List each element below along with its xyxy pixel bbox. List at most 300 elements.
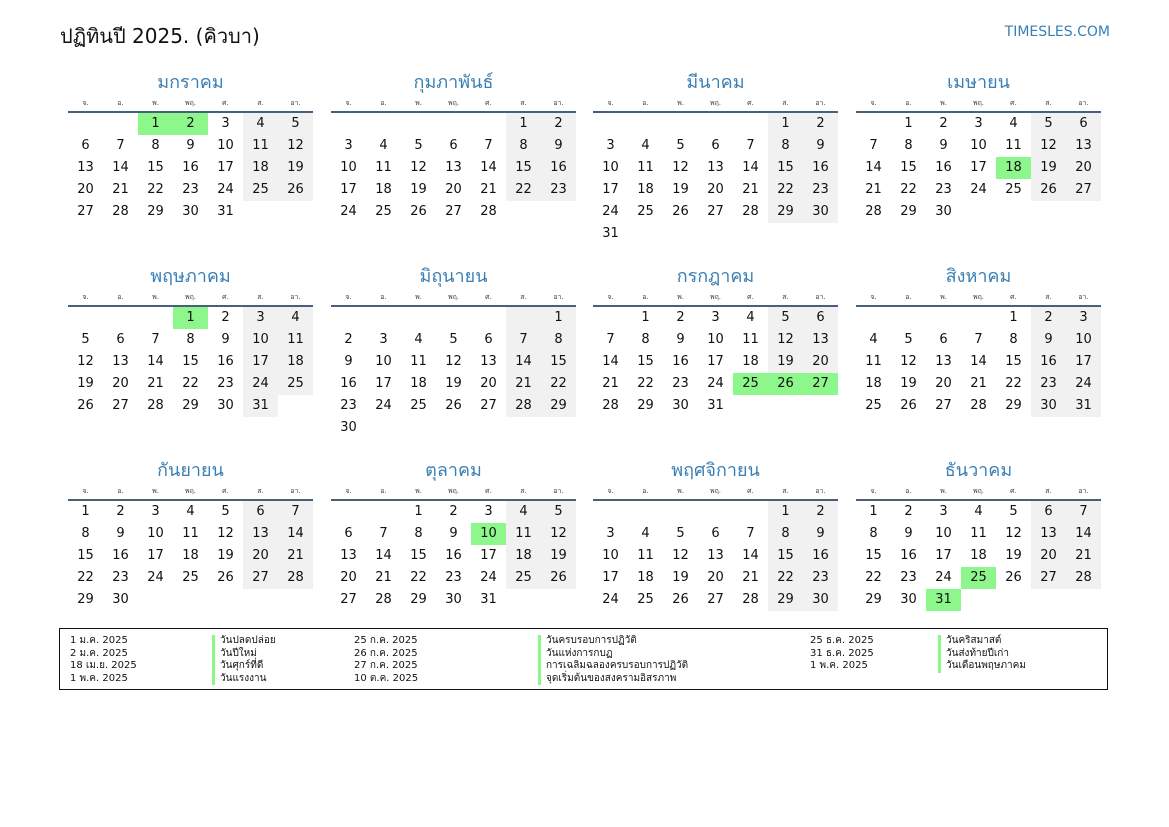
empty-cell xyxy=(803,223,838,245)
weekday-label: อา. xyxy=(290,99,301,107)
day-cell: 9 xyxy=(541,135,576,157)
day-cell: 21 xyxy=(1066,545,1101,567)
weekday-label: อ. xyxy=(905,487,912,495)
day-cell: 14 xyxy=(865,160,882,175)
day-cell: 27 xyxy=(1031,567,1066,589)
weekday-label: ศ. xyxy=(222,99,229,107)
day-cell: 13 xyxy=(445,160,462,175)
day-grid xyxy=(68,113,313,223)
day-cell: 12 xyxy=(541,523,576,545)
empty-cell xyxy=(1066,589,1101,611)
day-cell: 23 xyxy=(803,567,838,589)
day-cell: 1 xyxy=(506,113,541,135)
day-cell: 15 xyxy=(637,354,654,369)
day-cell: 20 xyxy=(935,376,952,391)
weekday-label: จ. xyxy=(607,99,614,107)
day-cell: 29 xyxy=(410,592,427,607)
legend-dates-1 xyxy=(70,635,137,685)
empty-cell xyxy=(366,113,401,135)
day-cell: 8 xyxy=(1009,332,1018,347)
day-cell: 1 xyxy=(414,504,423,519)
day-cell: 25 xyxy=(278,373,313,395)
day-cell: 23 xyxy=(672,376,689,391)
weekday-label: พฤ. xyxy=(447,293,460,301)
empty-cell xyxy=(436,113,471,135)
day-cell: 17 xyxy=(217,160,234,175)
day-cell: 3 xyxy=(344,138,353,153)
day-cell: 22 xyxy=(768,179,803,201)
day-cell: 7 xyxy=(746,138,755,153)
day-cell: 20 xyxy=(340,570,357,585)
empty-cell xyxy=(698,501,733,523)
day-cell: 19 xyxy=(278,157,313,179)
day-cell: 29 xyxy=(865,592,882,607)
day-cell: 6 xyxy=(116,332,125,347)
day-cell: 10 xyxy=(471,523,506,545)
day-cell: 11 xyxy=(410,354,427,369)
weekday-label: พ. xyxy=(152,487,159,495)
day-cell: 5 xyxy=(278,113,313,135)
empty-cell xyxy=(733,113,768,135)
month-block xyxy=(331,264,576,439)
weekday-label: ส. xyxy=(782,487,789,495)
day-cell: 14 xyxy=(1066,523,1101,545)
weekday-label: พฤ. xyxy=(447,99,460,107)
day-cell: 17 xyxy=(147,548,164,563)
weekday-label: ส. xyxy=(782,99,789,107)
weekday-header xyxy=(856,96,1101,110)
day-cell: 21 xyxy=(480,182,497,197)
day-cell: 16 xyxy=(541,157,576,179)
day-cell: 21 xyxy=(602,376,619,391)
legend-date: 27 ก.ค. 2025 xyxy=(354,660,418,671)
day-cell: 10 xyxy=(375,354,392,369)
empty-cell xyxy=(733,501,768,523)
day-cell: 26 xyxy=(278,179,313,201)
day-cell: 19 xyxy=(672,182,689,197)
weekday-header xyxy=(593,484,838,498)
weekday-header xyxy=(593,290,838,304)
day-cell: 15 xyxy=(900,160,917,175)
empty-cell xyxy=(138,307,173,329)
day-cell: 7 xyxy=(974,332,983,347)
day-cell: 15 xyxy=(865,548,882,563)
empty-cell xyxy=(68,113,103,135)
day-cell: 27 xyxy=(707,592,724,607)
weekday-label: ศ. xyxy=(485,99,492,107)
day-cell: 6 xyxy=(449,138,458,153)
day-cell: 27 xyxy=(935,398,952,413)
day-cell: 10 xyxy=(707,332,724,347)
day-cell: 9 xyxy=(803,523,838,545)
weekday-label: อา. xyxy=(815,487,826,495)
day-cell: 2 xyxy=(939,116,948,131)
empty-cell xyxy=(471,113,506,135)
empty-cell xyxy=(103,113,138,135)
day-cell: 27 xyxy=(480,398,497,413)
day-cell: 9 xyxy=(676,332,685,347)
day-cell: 8 xyxy=(904,138,913,153)
day-cell: 5 xyxy=(541,501,576,523)
empty-cell xyxy=(401,417,436,439)
day-cell: 23 xyxy=(803,179,838,201)
day-grid xyxy=(331,113,576,223)
empty-cell xyxy=(593,501,628,523)
day-cell: 5 xyxy=(221,504,230,519)
day-cell: 14 xyxy=(506,351,541,373)
day-cell: 27 xyxy=(77,204,94,219)
weekday-label: อา. xyxy=(553,293,564,301)
day-cell: 15 xyxy=(768,157,803,179)
day-cell: 11 xyxy=(742,332,759,347)
month-name: มิถุนายน xyxy=(419,266,488,287)
month-block xyxy=(331,70,576,223)
weekday-label: ศ. xyxy=(485,293,492,301)
day-cell: 23 xyxy=(900,570,917,585)
day-cell: 21 xyxy=(865,182,882,197)
day-cell: 8 xyxy=(506,135,541,157)
day-cell: 18 xyxy=(742,354,759,369)
weekday-label: พฤ. xyxy=(447,487,460,495)
day-cell: 9 xyxy=(939,138,948,153)
empty-cell xyxy=(768,395,803,417)
day-cell: 14 xyxy=(742,548,759,563)
day-cell: 5 xyxy=(414,138,423,153)
day-cell: 26 xyxy=(410,204,427,219)
empty-cell xyxy=(803,395,838,417)
day-cell: 8 xyxy=(768,135,803,157)
day-cell: 18 xyxy=(182,548,199,563)
day-cell: 16 xyxy=(445,548,462,563)
legend-holiday-name: วันครบรอบการปฏิวัติ xyxy=(538,635,688,648)
empty-cell xyxy=(961,201,996,223)
day-cell: 3 xyxy=(1066,307,1101,329)
weekday-label: อ. xyxy=(380,293,387,301)
day-cell: 23 xyxy=(217,376,234,391)
day-cell: 2 xyxy=(221,310,230,325)
day-cell: 13 xyxy=(803,329,838,351)
day-cell: 26 xyxy=(672,592,689,607)
day-cell: 7 xyxy=(379,526,388,541)
day-cell: 2 xyxy=(449,504,458,519)
day-cell: 3 xyxy=(151,504,160,519)
day-cell: 3 xyxy=(484,504,493,519)
day-cell: 22 xyxy=(182,376,199,391)
day-cell: 18 xyxy=(970,548,987,563)
empty-cell xyxy=(243,589,278,611)
day-cell: 30 xyxy=(445,592,462,607)
weekday-label: ศ. xyxy=(747,99,754,107)
day-cell: 8 xyxy=(186,332,195,347)
day-cell: 26 xyxy=(77,398,94,413)
month-name: ธันวาคม xyxy=(944,460,1013,481)
month-name: กันยายน xyxy=(157,460,224,481)
empty-cell xyxy=(103,307,138,329)
day-cell: 12 xyxy=(1031,135,1066,157)
day-cell: 10 xyxy=(602,548,619,563)
day-cell: 8 xyxy=(768,523,803,545)
day-cell: 23 xyxy=(445,570,462,585)
weekday-label: ศ. xyxy=(222,487,229,495)
day-cell: 18 xyxy=(243,157,278,179)
day-cell: 24 xyxy=(935,570,952,585)
month-name: พฤษภาคม xyxy=(150,266,231,287)
empty-cell xyxy=(436,307,471,329)
day-cell: 2 xyxy=(904,504,913,519)
day-cell: 14 xyxy=(112,160,129,175)
day-cell: 16 xyxy=(340,376,357,391)
day-cell: 12 xyxy=(672,160,689,175)
day-cell: 2 xyxy=(803,501,838,523)
day-cell: 8 xyxy=(81,526,90,541)
weekday-label: ศ. xyxy=(1010,487,1017,495)
day-cell: 5 xyxy=(676,138,685,153)
day-cell: 21 xyxy=(278,545,313,567)
day-cell: 21 xyxy=(742,570,759,585)
month-block xyxy=(593,70,838,245)
day-cell: 30 xyxy=(1031,395,1066,417)
weekday-label: ส. xyxy=(1045,293,1052,301)
weekday-label: อา. xyxy=(1078,487,1089,495)
weekday-label: อา. xyxy=(815,99,826,107)
day-cell: 3 xyxy=(711,310,720,325)
day-cell: 24 xyxy=(147,570,164,585)
day-cell: 30 xyxy=(112,592,129,607)
day-grid xyxy=(856,501,1101,611)
day-cell: 27 xyxy=(1066,179,1101,201)
day-cell: 2 xyxy=(1031,307,1066,329)
day-cell: 28 xyxy=(742,592,759,607)
day-cell: 3 xyxy=(221,116,230,131)
day-cell: 22 xyxy=(147,182,164,197)
day-cell: 6 xyxy=(243,501,278,523)
day-cell: 30 xyxy=(803,589,838,611)
empty-cell xyxy=(926,307,961,329)
day-cell: 28 xyxy=(112,204,129,219)
weekday-label: ส. xyxy=(782,293,789,301)
day-cell: 25 xyxy=(410,398,427,413)
day-cell: 31 xyxy=(217,204,234,219)
weekday-label: พฤ. xyxy=(709,293,722,301)
day-cell: 4 xyxy=(506,501,541,523)
weekday-label: พ. xyxy=(677,99,684,107)
day-cell: 20 xyxy=(1031,545,1066,567)
empty-cell xyxy=(698,223,733,245)
weekday-label: จ. xyxy=(82,99,89,107)
day-cell: 10 xyxy=(935,526,952,541)
day-cell: 31 xyxy=(480,592,497,607)
weekday-label: ศ. xyxy=(747,293,754,301)
site-link[interactable]: TIMESLES.COM xyxy=(1004,24,1110,40)
legend-date: 2 ม.ค. 2025 xyxy=(70,647,128,659)
weekday-label: ส. xyxy=(1045,99,1052,107)
weekday-label: อ. xyxy=(117,293,124,301)
weekday-label: จ. xyxy=(607,487,614,495)
day-cell: 17 xyxy=(970,160,987,175)
day-cell: 26 xyxy=(768,373,803,395)
weekday-label: จ. xyxy=(607,293,614,301)
day-cell: 13 xyxy=(243,523,278,545)
day-cell: 23 xyxy=(1031,373,1066,395)
empty-cell xyxy=(961,589,996,611)
day-cell: 1 xyxy=(904,116,913,131)
day-cell: 17 xyxy=(935,548,952,563)
day-cell: 12 xyxy=(1005,526,1022,541)
day-cell: 10 xyxy=(147,526,164,541)
day-cell: 5 xyxy=(1031,113,1066,135)
day-cell: 20 xyxy=(77,182,94,197)
weekday-label: จ. xyxy=(82,293,89,301)
empty-cell xyxy=(506,417,541,439)
day-cell: 22 xyxy=(410,570,427,585)
day-cell: 26 xyxy=(217,570,234,585)
weekday-label: พ. xyxy=(415,99,422,107)
day-cell: 29 xyxy=(182,398,199,413)
day-cell: 18 xyxy=(506,545,541,567)
day-cell: 9 xyxy=(116,526,125,541)
day-cell: 20 xyxy=(1066,157,1101,179)
day-cell: 26 xyxy=(1031,179,1066,201)
day-cell: 26 xyxy=(541,567,576,589)
day-cell: 15 xyxy=(147,160,164,175)
month-name: มีนาคม xyxy=(686,72,745,93)
day-cell: 7 xyxy=(606,332,615,347)
day-cell: 11 xyxy=(506,523,541,545)
day-cell: 13 xyxy=(707,160,724,175)
legend-date: 25 ธ.ค. 2025 xyxy=(810,635,874,646)
day-cell: 19 xyxy=(410,182,427,197)
day-grid xyxy=(593,501,838,611)
day-cell: 21 xyxy=(970,376,987,391)
day-cell: 17 xyxy=(480,548,497,563)
day-cell: 6 xyxy=(1031,501,1066,523)
day-cell: 20 xyxy=(112,376,129,391)
legend-holiday-name: วันศุกร์ที่ดี xyxy=(212,660,276,673)
empty-cell xyxy=(856,113,891,135)
legend-date: 1 ม.ค. 2025 xyxy=(70,635,128,646)
day-cell: 4 xyxy=(641,138,650,153)
day-cell: 18 xyxy=(637,570,654,585)
weekday-label: ศ. xyxy=(1010,293,1017,301)
weekday-label: จ. xyxy=(345,99,352,107)
weekday-header xyxy=(331,290,576,304)
weekday-label: ส. xyxy=(520,99,527,107)
empty-cell xyxy=(138,589,173,611)
weekday-label: อ. xyxy=(380,99,387,107)
day-cell: 13 xyxy=(707,548,724,563)
empty-cell xyxy=(173,589,208,611)
day-cell: 4 xyxy=(1009,116,1018,131)
day-cell: 25 xyxy=(637,592,654,607)
day-cell: 14 xyxy=(375,548,392,563)
empty-cell xyxy=(1031,589,1066,611)
empty-cell xyxy=(856,307,891,329)
empty-cell xyxy=(628,113,663,135)
day-cell: 28 xyxy=(1066,567,1101,589)
weekday-label: พฤ. xyxy=(972,99,985,107)
day-cell: 4 xyxy=(379,138,388,153)
day-cell: 29 xyxy=(768,201,803,223)
day-cell: 25 xyxy=(961,567,996,589)
day-cell: 11 xyxy=(970,526,987,541)
day-cell: 17 xyxy=(375,376,392,391)
day-cell: 3 xyxy=(606,526,615,541)
day-cell: 4 xyxy=(746,310,755,325)
weekday-label: อา. xyxy=(290,293,301,301)
weekday-label: อ. xyxy=(905,99,912,107)
weekday-label: พฤ. xyxy=(184,487,197,495)
day-cell: 11 xyxy=(243,135,278,157)
weekday-header xyxy=(331,96,576,110)
day-cell: 26 xyxy=(900,398,917,413)
empty-cell xyxy=(891,307,926,329)
day-grid xyxy=(68,307,313,417)
empty-cell xyxy=(663,501,698,523)
empty-cell xyxy=(331,113,366,135)
day-cell: 6 xyxy=(711,138,720,153)
day-cell: 24 xyxy=(602,204,619,219)
day-cell: 13 xyxy=(340,548,357,563)
day-grid xyxy=(331,307,576,439)
day-grid xyxy=(856,113,1101,223)
weekday-label: พฤ. xyxy=(709,99,722,107)
day-cell: 27 xyxy=(112,398,129,413)
day-grid xyxy=(856,307,1101,417)
empty-cell xyxy=(768,223,803,245)
day-cell: 14 xyxy=(278,523,313,545)
empty-cell xyxy=(401,113,436,135)
day-cell: 23 xyxy=(112,570,129,585)
weekday-label: อา. xyxy=(815,293,826,301)
month-name: พฤศจิกายน xyxy=(671,460,760,481)
weekday-label: จ. xyxy=(345,293,352,301)
day-cell: 17 xyxy=(602,570,619,585)
day-cell: 2 xyxy=(173,113,208,135)
weekday-label: พ. xyxy=(677,293,684,301)
day-cell: 3 xyxy=(939,504,948,519)
day-cell: 23 xyxy=(340,398,357,413)
day-cell: 5 xyxy=(449,332,458,347)
day-cell: 30 xyxy=(672,398,689,413)
weekday-label: ศ. xyxy=(747,487,754,495)
day-cell: 16 xyxy=(803,157,838,179)
day-cell: 4 xyxy=(186,504,195,519)
day-cell: 18 xyxy=(410,376,427,391)
weekday-label: จ. xyxy=(870,293,877,301)
day-cell: 15 xyxy=(506,157,541,179)
day-cell: 12 xyxy=(900,354,917,369)
day-cell: 22 xyxy=(768,567,803,589)
day-cell: 25 xyxy=(865,398,882,413)
day-cell: 27 xyxy=(803,373,838,395)
day-cell: 30 xyxy=(217,398,234,413)
legend-date: 18 เม.ย. 2025 xyxy=(70,660,137,671)
empty-cell xyxy=(996,589,1031,611)
empty-cell xyxy=(663,223,698,245)
day-cell: 14 xyxy=(742,160,759,175)
day-cell: 24 xyxy=(707,376,724,391)
day-cell: 2 xyxy=(676,310,685,325)
day-cell: 18 xyxy=(996,157,1031,179)
empty-cell xyxy=(541,417,576,439)
day-cell: 31 xyxy=(602,226,619,241)
day-cell: 6 xyxy=(1066,113,1101,135)
legend-date: 1 พ.ค. 2025 xyxy=(810,660,868,671)
day-cell: 10 xyxy=(217,138,234,153)
day-cell: 29 xyxy=(541,395,576,417)
empty-cell xyxy=(331,307,366,329)
weekday-label: อ. xyxy=(117,487,124,495)
